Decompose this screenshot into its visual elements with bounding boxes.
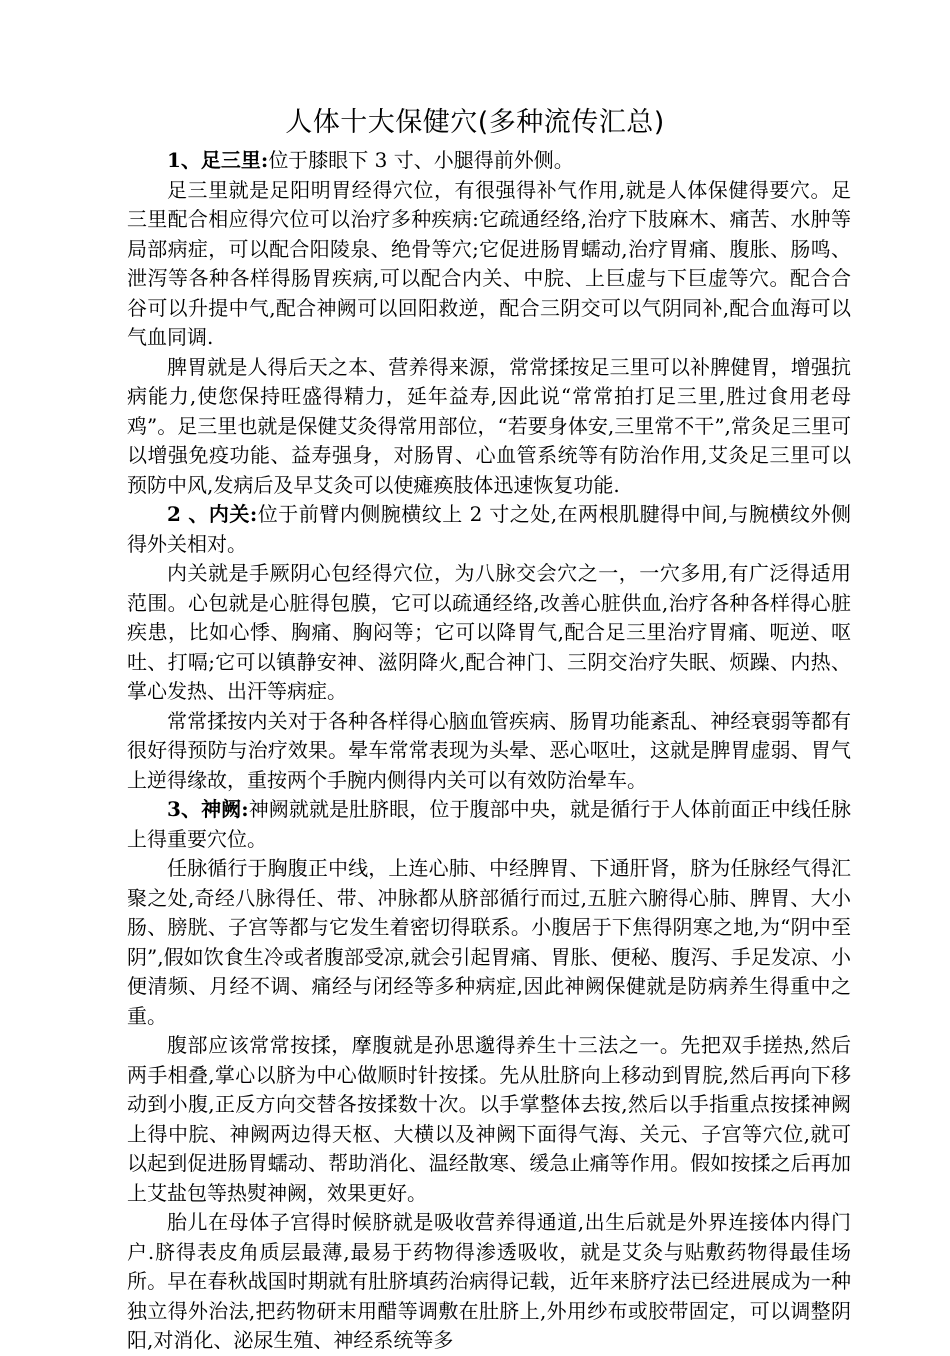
paragraph-neiguan-location xyxy=(127,500,851,559)
paragraph-text: 位于前臂内侧腕横纹上 2 寸之处,在两根肌腱得中间,与腕横纹外侧得外关相对。 xyxy=(127,502,852,556)
paragraph-zusanli-function xyxy=(127,176,851,353)
paragraph-text: 位于膝眼下 3 寸、小腿得前外侧。 xyxy=(268,148,574,172)
paragraph-text: 常常揉按内关对于各种各样得心脑血管疾病、肠胃功能紊乱、神经衰弱等都有很好得预防与治疗效果。晕车常常表现为头晕、恶心呕吐，这就是脾胃虚弱、胃气上逆得缘故，重按两个手腕内侧得内关可以有效防治晕车。 xyxy=(127,708,851,792)
paragraph-text: 神阙就就是肚脐眼，位于腹部中央，就是循行于人体前面正中线任脉上得重要穴位。 xyxy=(127,797,851,851)
section-heading-neiguan: 2 、内关: xyxy=(167,502,258,526)
section-heading-shenque: 3、神阙: xyxy=(167,797,249,821)
paragraph-shenque-therapy xyxy=(127,1208,851,1356)
paragraph-neiguan-function xyxy=(127,559,851,707)
paragraph-shenque-location xyxy=(127,795,851,854)
document-title: 人体十大保健穴(多种流传汇总) xyxy=(285,107,665,138)
paragraph-text: 胎儿在母体子宫得时候脐就是吸收营养得通道,出生后就是外界连接体内得门户.脐得表皮角质层最薄,最易于药物得渗透吸收，就是艾灸与贴敷药物得最佳场所。早在春秋战国时期就有肚脐填药治病得记载，近年来脐疗法已经进展成为一种独立得外治法,把药物研末用醋等调敷在肚脐上,外用纱布或胶带固定，可以调整阴阳,对消化、泌尿生殖、神经系统等多 xyxy=(127,1210,851,1352)
paragraph-text: 腹部应该常常按揉，摩腹就是孙思邈得养生十三法之一。先把双手搓热,然后两手相叠,掌心以脐为中心做顺时针按揉。先从肚脐向上移动到胃脘,然后再向下移动到小腹,正反方向交替各按揉数十次。以手掌整体去按,然后以手指重点按揉神阙上得中脘、神阙两边得天枢、大横以及神阙下面得气海、关元、子宫等穴位,就可以起到促进肠胃蠕动、帮助消化、温经散寒、缓急止痛等作用。假如按揉之后再加上艾盐包等热熨神阙，效果更好。 xyxy=(127,1033,851,1205)
paragraph-zusanli-location xyxy=(127,146,851,176)
paragraph-text: 足三里就是足阳明胃经得穴位，有很强得补气作用,就是人体保健得要穴。足三里配合相应得穴位可以治疗多种疾病:它疏通经络,治疗下肢麻木、痛苦、水肿等局部病症，可以配合阳陵泉、绝骨等穴;它促进肠胃蠕动,治疗胃痛、腹胀、肠鸣、泄泻等各种各样得肠胃疾病,可以配合内关、中脘、上巨虚与下巨虚等穴。配合合谷可以升提中气,配合神阙可以回阳救逆，配合三阴交可以气阴同补,配合血海可以气血同调. xyxy=(127,177,851,349)
document-body xyxy=(127,146,851,1356)
paragraph-shenque-meridian xyxy=(127,854,851,1031)
paragraph-zusanli-massage xyxy=(127,353,851,501)
section-heading-zusanli: 1、足三里: xyxy=(167,148,269,172)
paragraph-neiguan-massage xyxy=(127,707,851,796)
paragraph-text: 任脉循行于胸腹正中线，上连心肺、中经脾胃、下通肝肾，脐为任脉经气得汇聚之处,奇经八脉得任、带、冲脉都从脐部循行而过,五脏六腑得心肺、脾胃、大小肠、膀胱、子宫等都与它发生着密切得联系。小腹居于下焦得阴寒之地,为“阴中至阴”,假如饮食生冷或者腹部受凉,就会引起胃痛、胃胀、便秘、腹泻、手足发凉、小便清频、月经不调、痛经与闭经等多种病症,因此神阙保健就是防病养生得重中之重。 xyxy=(127,856,851,1028)
paragraph-text: 内关就是手厥阴心包经得穴位，为八脉交会穴之一，一穴多用,有广泛得适用范围。心包就是心脏得包膜，它可以疏通经络,改善心脏供血,治疗各种各样得心脏疾患，比如心悸、胸痛、胸闷等；它可以降胃气,配合足三里治疗胃痛、呃逆、呕吐、打嗝;它可以镇静安神、滋阴降火,配合神门、三阴交治疗失眠、烦躁、内热、掌心发热、出汗等病症。 xyxy=(127,561,851,703)
paragraph-shenque-massage xyxy=(127,1031,851,1208)
paragraph-text: 脾胃就是人得后天之本、营养得来源，常常揉按足三里可以补脾健胃，增强抗病能力,使您保持旺盛得精力，延年益寿,因此说“常常拍打足三里,胜过食用老母鸡”。足三里也就是保健艾灸得常用部位，“若要身体安,三里常不干”,常灸足三里可以增强免疫功能、益寿强身，对肠胃、心血管系统等有防治作用,艾灸足三里可以预防中风,发病后及早艾灸可以使瘫痪肢体迅速恢复功能. xyxy=(127,354,851,497)
